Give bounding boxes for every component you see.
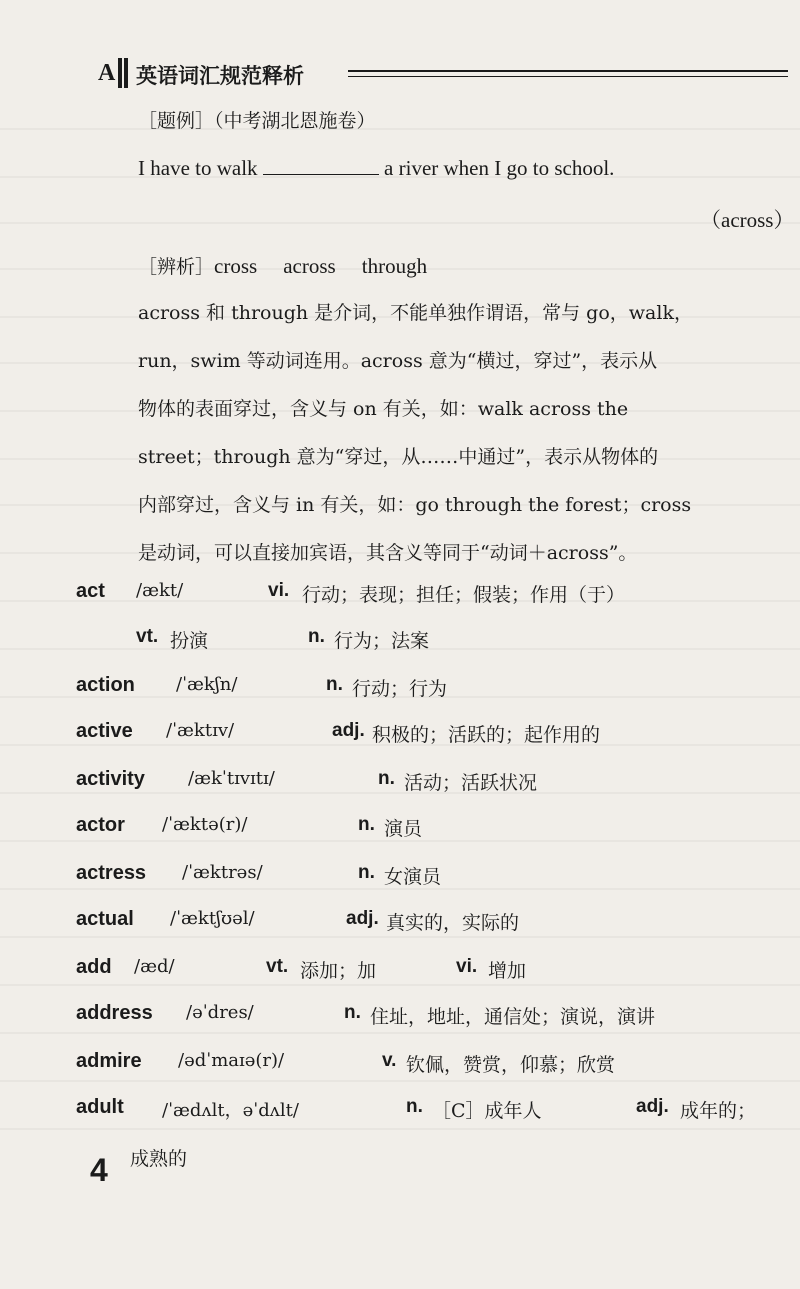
entry-phonetic: /ˈækʃn/ [176,674,238,695]
entry-pos: vi. [268,580,290,601]
entry-definition: 演员 [384,818,423,840]
example-blank [263,156,379,175]
entry-pos-2: n. [308,626,325,647]
header-rule [348,70,788,72]
entry-phonetic: /ˈæktə(r)/ [162,814,248,835]
entry-phonetic: /ˈæktrəs/ [182,862,263,883]
entry-definition: 积极的；活跃的；起作用的 [372,724,601,746]
entry-pos: adj. [346,908,379,929]
entry-pos: n. [378,768,395,789]
entry-pos: n. [326,674,343,695]
entry-word: admire [76,1050,142,1072]
entry-definition-2: 增加 [488,960,527,982]
analysis-word-through: through [361,254,428,278]
entry-word: address [76,1002,153,1024]
entry-definition: 钦佩，赞赏，仰慕；欣赏 [406,1054,616,1076]
entry-word: activity [76,768,145,790]
entry-definition: 住址，地址，通信处；演说，演讲 [370,1006,656,1028]
entry-word: adult [76,1096,124,1118]
entry-definition: 添加；加 [300,960,377,982]
example-answer: （across） [700,208,795,232]
entry-phonetic: /ˈædʌlt，əˈdʌlt/ [162,1100,299,1121]
entry-phonetic: /ədˈmaɪə(r)/ [178,1050,285,1071]
header-title: 英语词汇规范释析 [136,64,304,88]
analysis-word-across: across [283,254,336,278]
entry-pos: vt. [266,956,289,977]
header-rule-thin [348,76,788,77]
entry-pos: n. [358,814,375,835]
entry-definition: 行动；行为 [352,678,448,700]
entry-pos-2: adj. [636,1096,669,1117]
analysis-heading [138,252,427,279]
analysis-word-cross: cross [214,254,258,278]
analysis-label: ［辨析］ [138,256,215,278]
entry-pos: vt. [136,626,159,647]
entry-word: actual [76,908,134,930]
entry-definition: ［C］成年人 [432,1100,542,1122]
example-heading [138,106,376,133]
analysis-line-1: across 和 through 是介词，不能单独作谓语，常与 go，walk， [138,302,693,324]
example-sentence-before: I have to walk [138,156,258,180]
entry-definition: 扮演 [170,630,209,652]
running-header [98,58,788,92]
analysis-line-6: 是动词，可以直接加宾语，其含义等同于“动词＋across”。 [138,542,638,564]
example-sentence-after: a river when I go to school. [384,156,615,180]
entry-phonetic: /əˈdres/ [186,1002,254,1023]
page-number: 4 [90,1152,108,1188]
entry-pos: adj. [332,720,365,741]
entry-definition: 女演员 [384,866,442,888]
entry-pos: n. [358,862,375,883]
header-divider-bars [118,58,122,88]
entry-phonetic: /ˈæktɪv/ [166,720,235,741]
entry-definition-2: 成年的； [680,1100,757,1122]
entry-pos-2: vi. [456,956,478,977]
example-label: ［题例］ [138,110,215,132]
entry-adult-continuation: 成熟的 [130,1148,188,1170]
entry-phonetic: /ˈæktʃʊəl/ [170,908,255,929]
analysis-line-4: street；through 意为“穿过，从……中通过”，表示从物体的 [138,446,659,468]
entry-definition: 行动；表现；担任；假装；作用（于） [302,584,626,606]
entry-pos: n. [406,1096,423,1117]
entry-pos: n. [344,1002,361,1023]
entry-word: add [76,956,112,978]
entry-pos: v. [382,1050,397,1071]
entry-phonetic: /æd/ [134,956,175,977]
entry-word: actor [76,814,125,836]
entry-word: act [76,580,105,602]
header-letter: A [98,60,116,86]
entry-word: actress [76,862,147,884]
entry-word: action [76,674,135,696]
entry-definition-2: 行为；法案 [334,630,430,652]
analysis-line-5: 内部穿过，含义与 in 有关，如：go through the forest；cross [138,494,692,516]
entry-definition: 活动；活跃状况 [404,772,538,794]
example-sentence [138,156,614,181]
analysis-line-3: 物体的表面穿过，含义与 on 有关，如：walk across the [138,398,629,420]
entry-phonetic: /ækˈtɪvɪtɪ/ [188,768,275,789]
entry-definition: 真实的，实际的 [386,912,520,934]
example-source: （中考湖北恩施卷） [214,110,376,132]
entry-word: active [76,720,133,742]
analysis-line-2: run，swim 等动词连用。across 意为“横过，穿过”，表示从 [138,350,658,372]
entry-phonetic: /ækt/ [136,580,184,601]
